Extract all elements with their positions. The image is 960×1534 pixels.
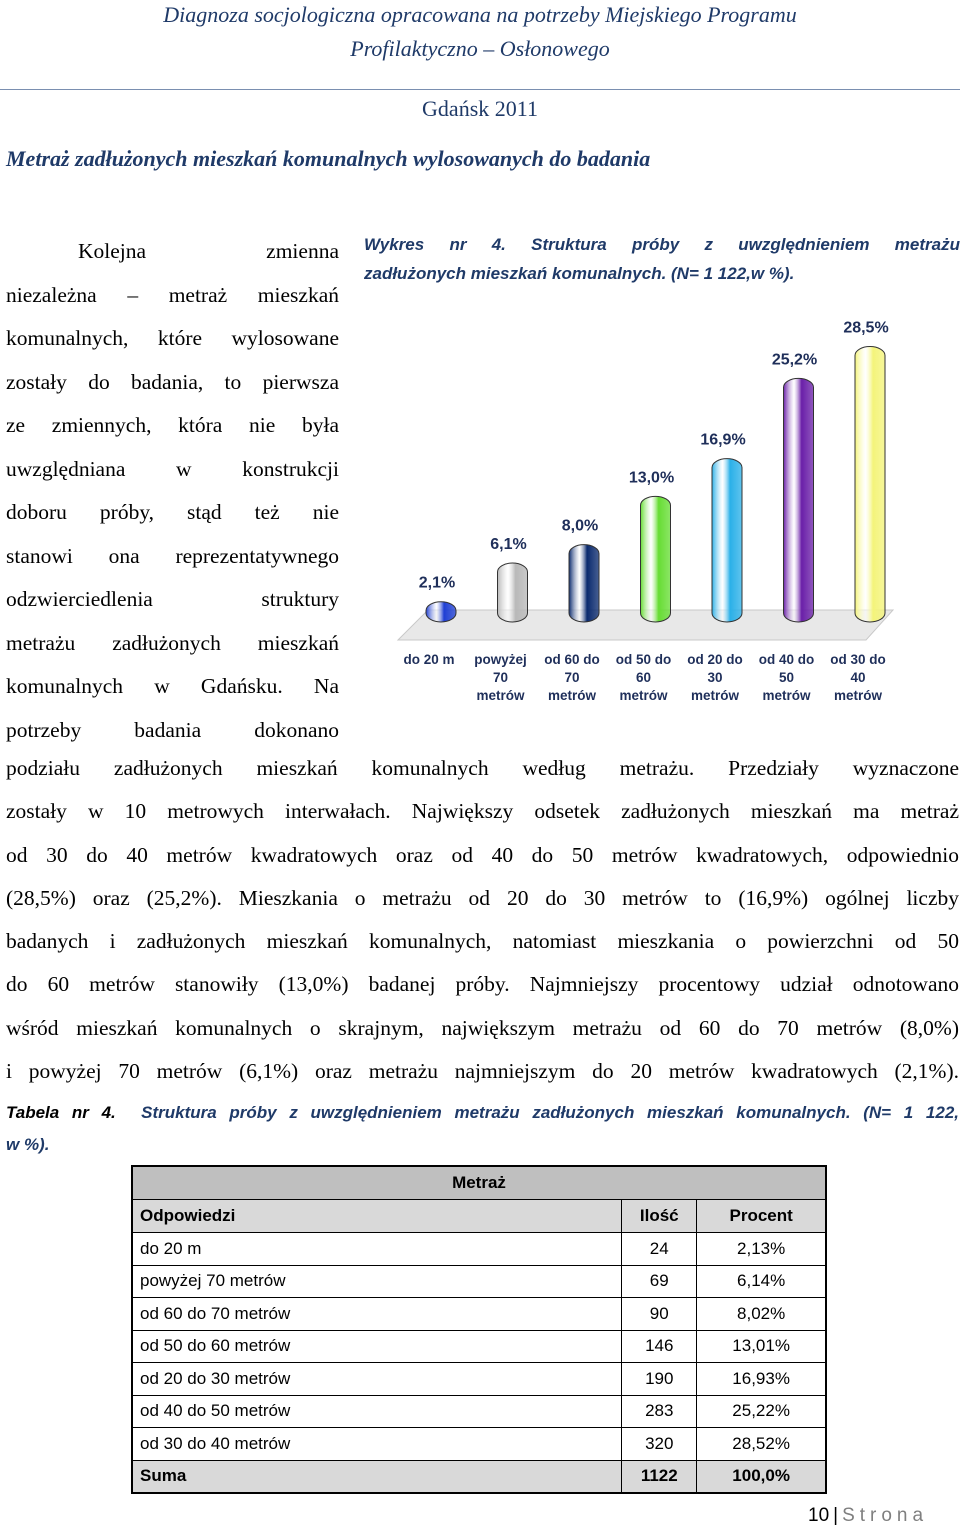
figure-caption — [364, 230, 960, 288]
data-label: 2,1% — [418, 574, 456, 592]
table-cell-percent: 13,01% — [697, 1330, 826, 1363]
category-label: 70 — [492, 670, 509, 685]
header-city-year: Gdańsk 2011 — [422, 96, 538, 121]
category-label: od 20 do — [687, 652, 743, 667]
figure-caption-line2: zadłużonych mieszkań komunalnych. (N= 1 122,w %). — [364, 264, 795, 283]
intro-line: potrzeby badania dokonano — [6, 717, 339, 742]
bar — [498, 563, 528, 622]
category-label: od 40 do — [758, 652, 815, 667]
intro-line: uwzględniana w konstrukcji — [6, 456, 339, 481]
table-caption — [6, 1097, 959, 1161]
category-label: 40 — [850, 670, 866, 685]
intro-line: doboru próby, stąd też nie — [6, 500, 339, 524]
table-row — [132, 1428, 826, 1461]
table-row — [132, 1233, 826, 1266]
body-line: zostały w 10 metrowych interwałach. Największy odsetek zadłużonych mieszkań ma metraż — [6, 799, 959, 824]
footer-separator: | — [833, 1505, 839, 1526]
category-label: od 50 do — [615, 652, 672, 667]
table-sum-count: 1122 — [622, 1460, 697, 1493]
table-cell-percent: 16,93% — [697, 1363, 826, 1396]
category-label: metrów — [547, 688, 597, 703]
table-cell-count: 90 — [622, 1298, 697, 1331]
table-cell-count: 190 — [622, 1363, 697, 1396]
table-sum-percent: 100,0% — [697, 1460, 826, 1493]
bar — [784, 378, 814, 622]
section-title: Metraż zadłużonych mieszkań komunalnych wylosowanych do badania — [6, 146, 651, 171]
body-line: od 30 do 40 metrów kwadratowych oraz od 40 do 50 metrów kwadratowych, odpowiednio — [6, 842, 959, 867]
body-line: wśród mieszkań komunalnych o skrajnym, największym metrażu od 60 do 70 metrów (8,0%) — [6, 1015, 959, 1040]
table-caption-text-1: Struktura próby z uwzględnieniem metrażu zadłużonych mieszkań komunalnych. (N= 1 122, — [141, 1103, 960, 1122]
table-cell-percent: 28,52% — [697, 1428, 826, 1461]
header-title-line1: Diagnoza socjologiczna opracowana na potrzeby Miejskiego Programu — [163, 2, 797, 27]
footer-word: Strona — [842, 1505, 929, 1526]
bar — [569, 545, 599, 622]
category-label: od 30 do — [830, 652, 886, 667]
table-header-ilosc: Ilość — [622, 1200, 697, 1233]
body-paragraph — [6, 747, 959, 1093]
category-label: 70 — [564, 670, 580, 685]
data-label: 6,1% — [490, 536, 527, 554]
table-cell-count: 69 — [622, 1265, 697, 1298]
intro-line: metrażu zadłużonych mieszkań — [6, 630, 339, 655]
intro-line: niezależna – metraż mieszkań — [6, 282, 339, 307]
data-label: 16,9% — [700, 431, 746, 449]
data-label: 13,0% — [628, 469, 675, 487]
bar — [641, 496, 671, 622]
bar-chart-svg — [388, 300, 898, 710]
table-cell-percent: 25,22% — [697, 1395, 826, 1428]
table-cell-answer: od 50 do 60 metrów — [132, 1330, 622, 1363]
intro-line: odzwierciedlenia struktury — [6, 587, 339, 611]
bar-chart — [388, 300, 898, 710]
data-label: 8,0% — [561, 517, 599, 535]
intro-line: komunalnych w Gdańsku. Na — [6, 674, 339, 698]
category-label: metrów — [619, 688, 668, 703]
category-label: do 20 m — [403, 652, 455, 667]
category-label: metrów — [833, 688, 883, 703]
category-label: 60 — [635, 670, 652, 685]
table-cell-count: 146 — [622, 1330, 697, 1363]
table-header-odpowiedzi: Odpowiedzi — [132, 1200, 622, 1233]
intro-line: stanowi ona reprezentatywnego — [6, 543, 339, 568]
figure-caption-line1: Wykres nr 4. Struktura próby z uwzględnieniem metrażu — [364, 235, 960, 254]
body-line: i powyżej 70 metrów (6,1%) oraz metrażu najmniejszym do 20 metrów kwadratowych (2,1%). — [6, 1059, 959, 1084]
table-cell-percent: 6,14% — [697, 1265, 826, 1298]
table-caption-label: Tabela nr 4. — [6, 1103, 116, 1122]
bar — [426, 602, 456, 622]
data-label: 28,5% — [843, 319, 889, 337]
table-title: Metraż — [132, 1166, 826, 1200]
table-cell-answer: od 40 do 50 metrów — [132, 1395, 622, 1428]
intro-line: ze zmiennych, która nie była — [6, 413, 339, 437]
bar — [855, 347, 885, 623]
category-label: metrów — [762, 688, 811, 703]
table-cell-answer: od 30 do 40 metrów — [132, 1428, 622, 1461]
table-row — [132, 1363, 826, 1396]
table-sum-row — [132, 1460, 826, 1493]
header-divider — [0, 89, 960, 90]
bar — [712, 459, 742, 622]
data-label: 25,2% — [771, 351, 818, 369]
category-label: od 60 do — [544, 652, 600, 667]
table-cell-answer: od 20 do 30 metrów — [132, 1363, 622, 1396]
intro-line: komunalnych, które wylosowane — [6, 326, 339, 350]
table-cell-count: 24 — [622, 1233, 697, 1266]
table-row — [132, 1298, 826, 1331]
table-cell-answer: do 20 m — [132, 1233, 622, 1266]
table-row — [132, 1265, 826, 1298]
table-cell-count: 320 — [622, 1428, 697, 1461]
page-number: 10 — [808, 1505, 830, 1526]
metraz-table — [131, 1165, 827, 1494]
body-line: badanych i zadłużonych mieszkań komunalnych, natomiast mieszkania o powierzchni od 50 — [6, 929, 959, 954]
category-label: 30 — [707, 670, 723, 685]
table-row — [132, 1395, 826, 1428]
body-line: podziału zadłużonych mieszkań komunalnych według metrażu. Przedziały wyznaczone — [6, 756, 959, 780]
intro-line: Kolejna zmienna — [78, 239, 339, 263]
category-label: metrów — [476, 688, 525, 703]
category-label: 50 — [778, 670, 795, 685]
table-header-procent: Procent — [697, 1200, 826, 1233]
body-line: (28,5%) oraz (25,2%). Mieszkania o metrażu od 20 do 30 metrów to (16,9%) ogólnej liczby — [6, 885, 959, 910]
body-line: do 60 metrów stanowiły (13,0%) badanej próby. Najmniejszy procentowy udział odnotowano — [6, 972, 959, 997]
table-row — [132, 1330, 826, 1363]
header-title-line2: Profilaktyczno – Osłonowego — [350, 36, 610, 61]
category-label: metrów — [690, 688, 740, 703]
table-cell-answer: od 60 do 70 metrów — [132, 1298, 622, 1331]
page-footer — [808, 1505, 928, 1527]
table-cell-percent: 8,02% — [697, 1298, 826, 1331]
intro-paragraph — [6, 230, 339, 752]
table-caption-text-2: w %). — [6, 1135, 50, 1154]
intro-line: zostały do badania, to pierwsza — [6, 369, 339, 394]
table-cell-answer: powyżej 70 metrów — [132, 1265, 622, 1298]
table-cell-count: 283 — [622, 1395, 697, 1428]
category-label: powyżej — [474, 652, 527, 667]
table-cell-percent: 2,13% — [697, 1233, 826, 1266]
table-sum-label: Suma — [132, 1460, 622, 1493]
